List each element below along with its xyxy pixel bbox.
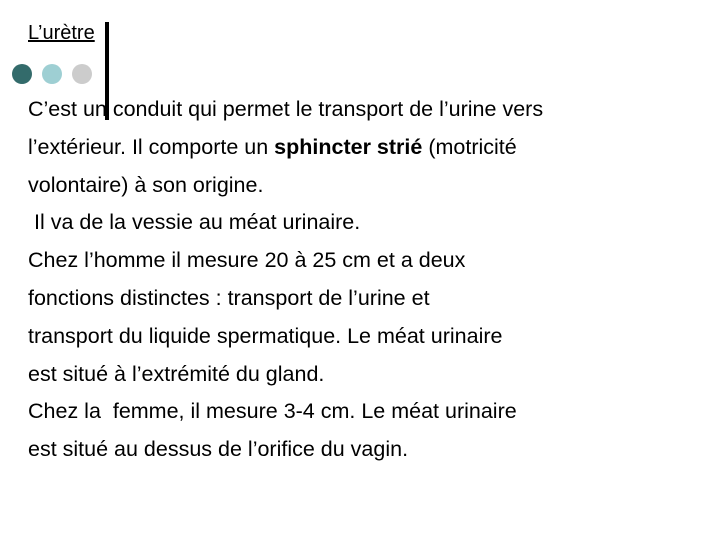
bullet-dot-light bbox=[42, 64, 62, 84]
slide-title: L’urètre bbox=[28, 22, 95, 44]
bullet-dot-grey bbox=[72, 64, 92, 84]
text-line: Chez la femme, il mesure 3-4 cm. Le méat urinaire bbox=[28, 399, 517, 424]
text-line: est situé au dessus de l’orifice du vagin. bbox=[28, 437, 409, 462]
bold-term: sphincter strié bbox=[274, 134, 423, 159]
bullet-dot-dark bbox=[12, 64, 32, 84]
text-segment: (motricité bbox=[422, 134, 517, 159]
text-line: C’est un conduit qui permet le transport de l’urine vers bbox=[28, 97, 544, 121]
text-line: transport du liquide spermatique. Le méat urinaire bbox=[28, 323, 503, 348]
text-line: est situé à l’extrémité du gland. bbox=[28, 361, 325, 386]
text-line: fonctions distinctes : transport de l’urine et bbox=[28, 285, 430, 310]
text-segment: l’extérieur. Il comporte un bbox=[28, 134, 275, 159]
text-line: Il va de la vessie au méat urinaire. bbox=[28, 210, 361, 235]
text-line: Chez l’homme il mesure 20 à 25 cm et a deux bbox=[28, 248, 466, 273]
text-line: volontaire) à son origine. bbox=[28, 172, 264, 197]
body-text bbox=[28, 91, 698, 469]
text-line bbox=[28, 129, 698, 167]
